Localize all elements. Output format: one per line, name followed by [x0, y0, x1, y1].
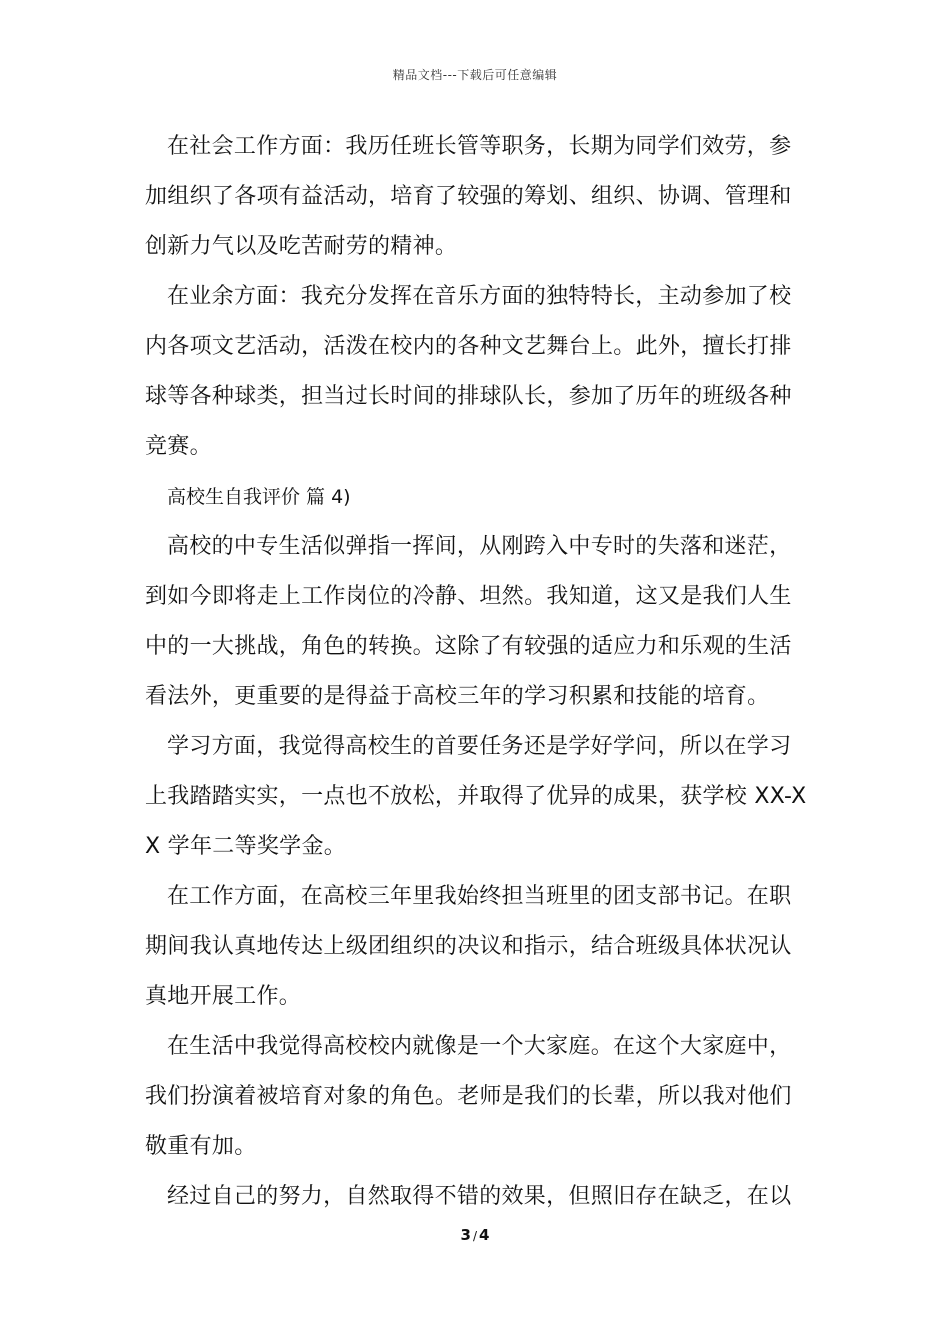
- paragraph-effort: 经过自己的努力，自然取得不错的效果，但照旧存在缺乏，在以: [167, 1184, 792, 1209]
- section-title: 高校生自我评价 篇 4): [167, 486, 351, 508]
- paragraph-social-work: 在社会工作方面：我历任班长管等职务，长期为同学们效劳，参加组织了各项有益活动，培育了较强的筹划、组织、协调、管理和创新力气以及吃苦耐劳的精神。: [145, 134, 792, 259]
- document-body: [145, 122, 807, 1222]
- page-separator: /: [472, 1229, 478, 1243]
- paragraph-work: 在工作方面，在高校三年里我始终担当班里的团支部书记。在职期间我认真地传达上级团组织的决议和指示，结合班级具体状况认真地开展工作。: [145, 884, 792, 1009]
- paragraph-intro: 高校的中专生活似弹指一挥间，从刚跨入中专时的失落和迷茫，到如今即将走上工作岗位的冷静、坦然。我知道，这又是我们人生中的一大挑战，角色的转换。这除了有较强的适应力和乐观的生活看法外，更重要的是得益于高校三年的学习积累和技能的培育。: [145, 534, 792, 709]
- page-current: 3: [460, 1226, 471, 1244]
- paragraph-hobbies: 在业余方面：我充分发挥在音乐方面的独特特长，主动参加了校内各项文艺活动，活泼在校内的各种文艺舞台上。此外，擅长打排球等各种球类，担当过长时间的排球队长，参加了历年的班级各种竞赛。: [145, 284, 792, 459]
- paragraph-study: 学习方面，我觉得高校生的首要任务还是学好学问，所以在学习上我踏踏实实，一点也不放松，并取得了优异的成果，获学校 XX-XX 学年二等奖学金。: [145, 734, 807, 859]
- paragraph-life: 在生活中我觉得高校校内就像是一个大家庭。在这个大家庭中，我们扮演着被培育对象的角色。老师是我们的长辈，所以我对他们敬重有加。: [145, 1034, 792, 1159]
- page-total: 4: [479, 1226, 490, 1244]
- page-number: [0, 1226, 950, 1244]
- page-header: 精品文档---下载后可任意编辑: [392, 68, 558, 82]
